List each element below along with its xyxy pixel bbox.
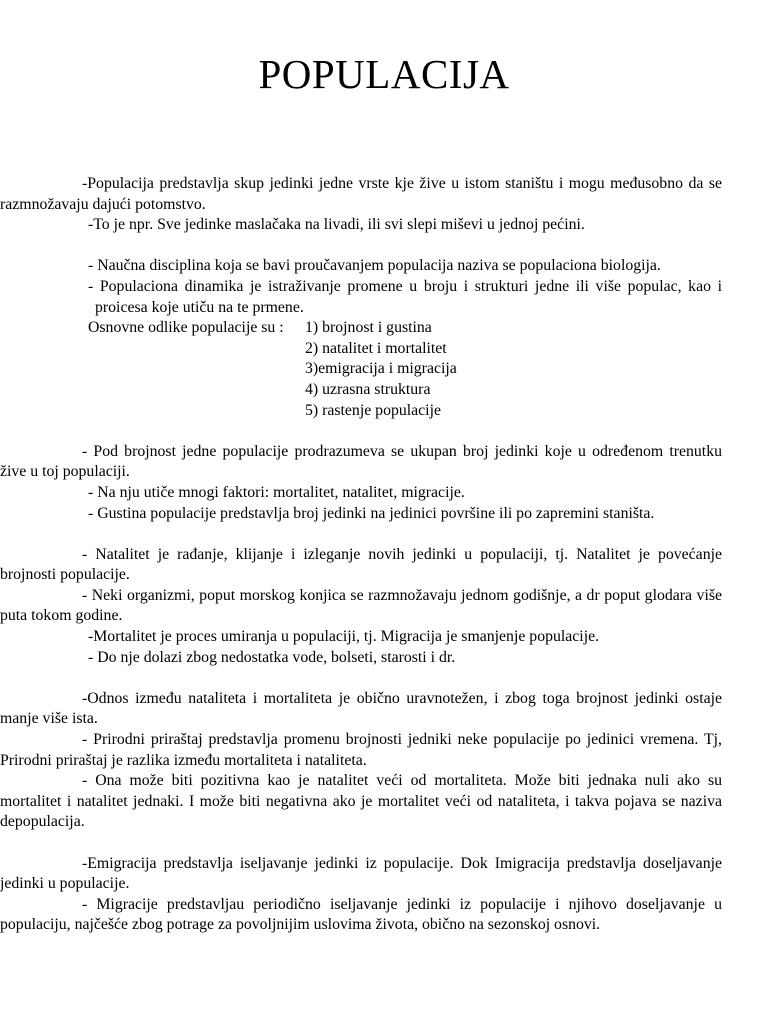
paragraph-abundance: - Pod brojnost jedne populacije prodrazumeva se ukupan broj jedinki koje u određenom trenutku žive u toj populaciji. bbox=[0, 442, 722, 481]
features-list-item: 1) brojnost i gustina bbox=[305, 319, 432, 337]
features-list-intro: Osnovne odlike populacije su : bbox=[88, 319, 284, 337]
features-list-item: 4) uzrasna struktura bbox=[305, 380, 431, 398]
paragraph-increase-sign: - Ona može biti pozitivna kao je natalitet veći od mortaliteta. Može biti jednaka nuli ako su mortalitet i natalitet jednaki. I može biti negativna ako je mortalitet veći od nataliteta, i takva pojava se naziva depopulacija. bbox=[0, 772, 722, 831]
paragraph-balance: -Odnos između nataliteta i mortaliteta je obično uravnotežen, i zbog toga brojnost jedinki ostaje manje više ista. bbox=[0, 689, 722, 728]
paragraph-natural-increase: - Prirodni priraštaj predstavlja promenu brojnosti jedniki neke populacije po jedinici vremena. Tj, Prirodni priraštaj je razlika između mortaliteta i nataliteta. bbox=[0, 731, 722, 769]
paragraph-organisms: - Neki organizmi, poput morskog konjica se razmnožavaju jednom godišnje, a dr poput glodara više puta tokom godine. bbox=[0, 586, 722, 625]
paragraph-factors: - Na nju utiče mnogi faktori: mortalitet, natalitet, migracije. bbox=[88, 483, 465, 501]
page-title: POPULACIJA bbox=[258, 51, 510, 97]
document-body bbox=[0, 174, 722, 936]
paragraph-natality: - Natalitet je rađanje, klijanje i izleganje novih jedinki u populaciji, tj. Natalitet je povećanje brojnosti populacije. bbox=[0, 545, 722, 584]
paragraph-dynamics: - Populaciona dinamika je istraživanje promene u broju i strukturi jedne ili više populac, kao i proicesa koje utiču na te prmene. bbox=[88, 277, 722, 316]
paragraph-migration: - Migracije predstavljau periodično iseljavanje jedinki iz populacije i njihovo doseljavanje u populaciju, najčešće zbog potrage za povoljnijim uslovima života, obično na sezonskoj osnovi. bbox=[0, 895, 722, 934]
paragraph-mortality: -Mortalitet je proces umiranja u populaciji, tj. Migracija je smanjenje populacije. bbox=[88, 628, 600, 646]
features-list-item: 2) natalitet i mortalitet bbox=[305, 339, 447, 357]
paragraph-discipline: - Naučna disciplina koja se bavi proučavanjem populacija naziva se populaciona biologija. bbox=[88, 257, 661, 275]
paragraph-causes: - Do nje dolazi zbog nedostatka vode, bolseti, starosti i dr. bbox=[88, 648, 456, 666]
paragraph-emigration: -Emigracija predstavlja iseljavanje jedinki iz populacije. Dok Imigracija predstavlja doseljavanje jedinki u populacije. bbox=[0, 854, 722, 893]
paragraph-example: -To je npr. Sve jedinke maslačaka na livadi, ili svi slepi miševi u jednoj pećini. bbox=[88, 216, 585, 234]
paragraph-density: - Gustina populacije predstavlja broj jedinki na jedinici površine ili po zapremini staništa. bbox=[88, 504, 655, 522]
features-list-item: 3)emigracija i migracija bbox=[305, 360, 457, 378]
paragraph-definition: -Populacija predstavlja skup jedinki jedne vrste kje žive u istom staništu i mogu međusobno da se razmnožavaju dajući potomstvo. bbox=[0, 175, 722, 213]
features-list bbox=[88, 318, 722, 339]
features-list-item: 5) rastenje populacije bbox=[305, 401, 441, 419]
